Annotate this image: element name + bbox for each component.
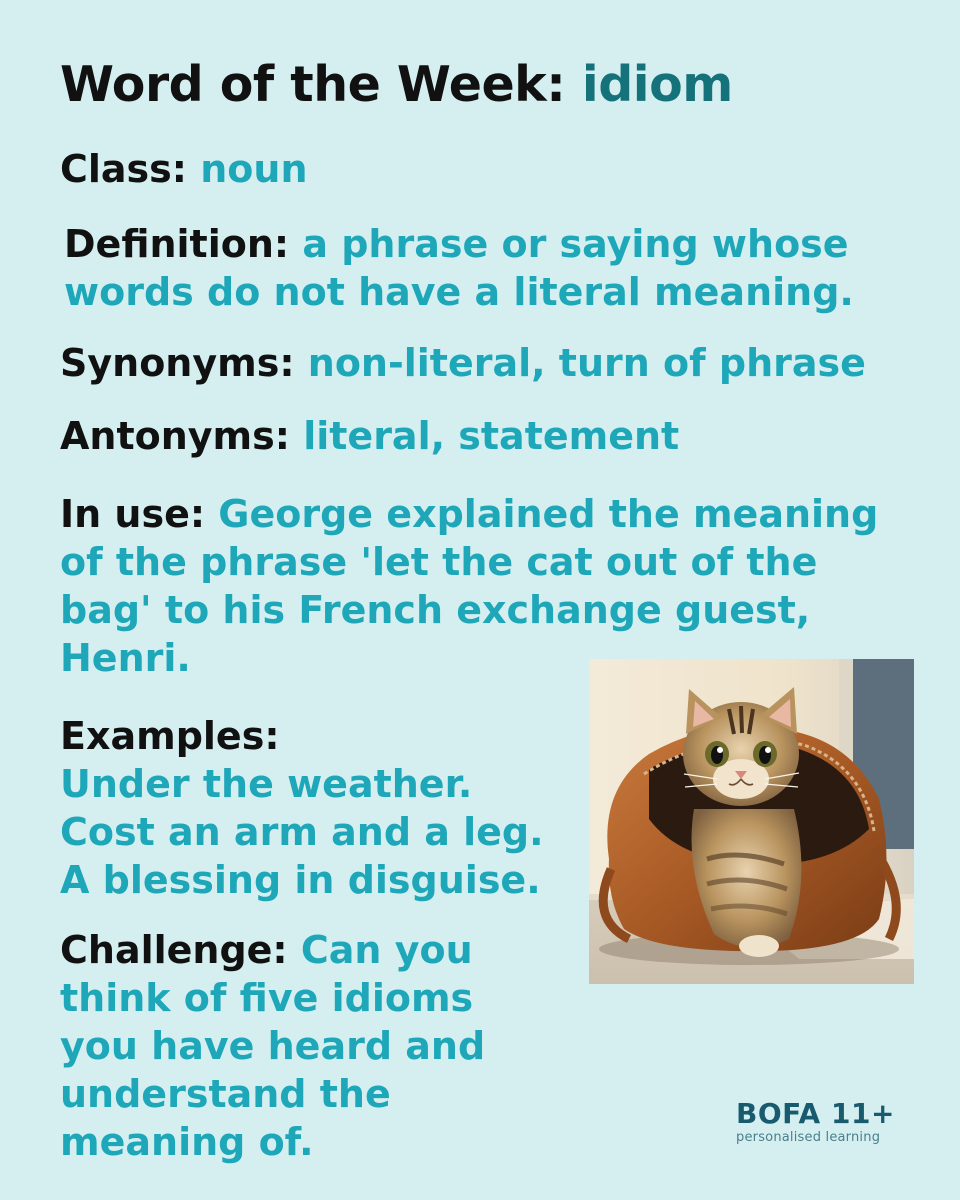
definition-value: a phrase or saying whose words do not have a literal meaning. xyxy=(64,222,854,314)
example-item: Under the weather. xyxy=(60,762,473,806)
class-row xyxy=(60,145,920,193)
brand-logo xyxy=(736,1098,916,1146)
in-use-value: George explained the meaning of the phrase 'let the cat out of the bag' to his French exchange guest, Henri. xyxy=(60,492,879,680)
synonyms-value: non-literal, turn of phrase xyxy=(307,341,866,385)
antonyms-row xyxy=(60,412,920,460)
definition-label: Definition: xyxy=(64,222,290,266)
examples-section xyxy=(60,712,580,904)
examples-label: Examples: xyxy=(60,714,280,758)
in-use-label: In use: xyxy=(60,492,206,536)
brand-tagline: personalised learning xyxy=(736,1130,881,1145)
example-item: Cost an arm and a leg. xyxy=(60,810,544,854)
challenge-row xyxy=(60,926,520,1166)
kitten-bag-picture xyxy=(589,659,914,984)
class-label: Class: xyxy=(60,147,187,191)
synonyms-label: Synonyms: xyxy=(60,341,295,385)
page-title xyxy=(60,56,733,115)
title-prefix: Word of the Week: xyxy=(60,56,566,113)
title-word: idiom xyxy=(581,56,733,113)
in-use-row xyxy=(60,490,920,682)
antonyms-label: Antonyms: xyxy=(60,414,290,458)
antonyms-value: literal, statement xyxy=(303,414,680,458)
synonyms-row xyxy=(60,339,940,387)
challenge-label: Challenge: xyxy=(60,928,288,972)
example-item: A blessing in disguise. xyxy=(60,858,541,902)
kitten-in-bag-illustration xyxy=(589,659,914,984)
brand-name: BOFA 11+ xyxy=(736,1097,895,1130)
definition-row xyxy=(64,220,904,316)
class-value: noun xyxy=(200,147,308,191)
challenge-value: Can you think of five idioms you have heard and understand the meaning of. xyxy=(60,928,486,1164)
